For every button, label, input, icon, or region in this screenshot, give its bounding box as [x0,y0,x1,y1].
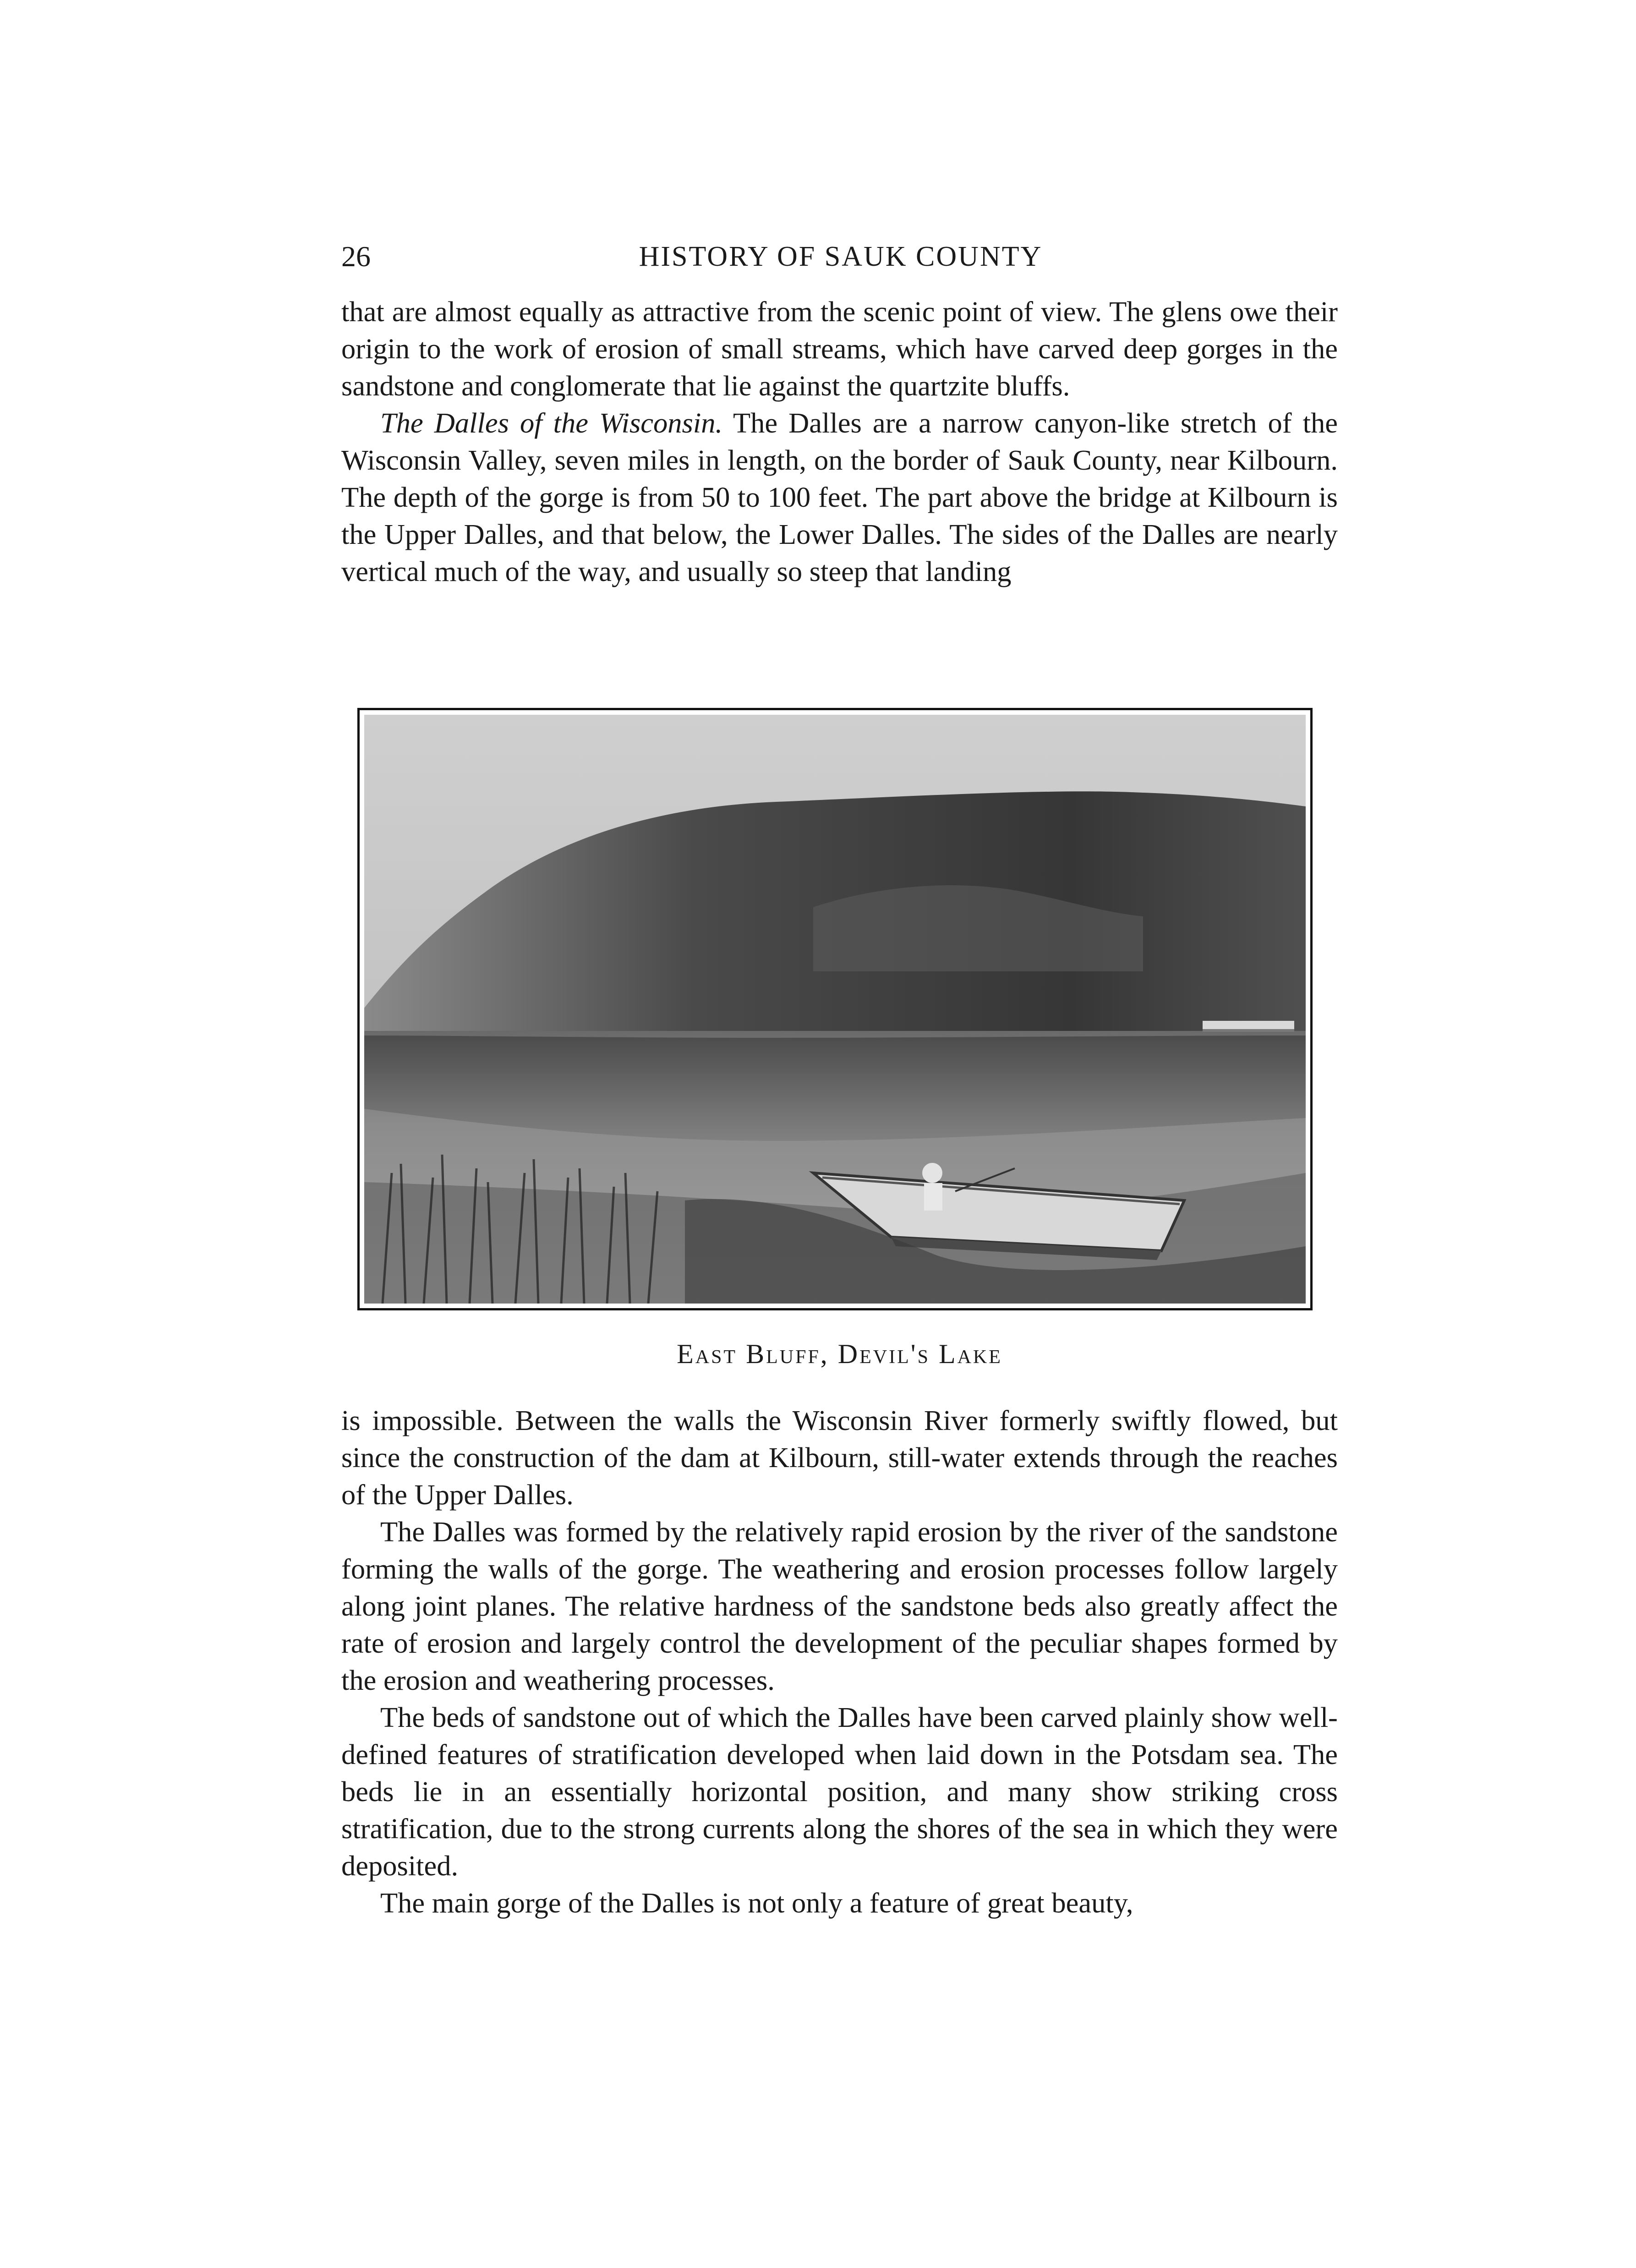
paragraph: The Dalles was formed by the relatively rapid erosion by the river of the sandstone forming the walls of the gorge. The weathering and erosion processes follow largely along joint planes. The relative hardness of the sandstone beds also greatly affect the rate of erosion and largely control the development of the peculiar shapes formed by the erosion and weathering processes. [341,1516,1338,1696]
paragraph-text: The Dalles are a narrow canyon-like stretch of the Wisconsin Valley, seven miles in length, on the border of Sauk County, near Kilbourn. The depth of the gorge is from 50 to 100 feet. The part above the bridge at Kilbourn is the Upper Dalles, and that below, the Lower Dalles. The sides of the Dalles are nearly vertical much of the way, and usually so steep that landing [341,407,1338,587]
section-heading: The Dalles of the Wisconsin. [380,407,723,439]
page-header [341,238,1340,275]
page-number: 26 [341,240,371,273]
lake-photo [364,715,1306,1304]
body-text-bottom [341,1402,1338,1922]
photo-figure [357,708,1313,1310]
paragraph: The main gorge of the Dalles is not only a feature of great beauty, [380,1887,1133,1919]
body-text-top [341,293,1338,590]
paragraph: that are almost equally as attractive from the scenic point of view. The glens owe their origin to the work of erosion of small streams, which have carved deep gorges in the sandstone and conglomerate that lie against the quartzite bluffs. [341,296,1338,402]
paragraph: The beds of sandstone out of which the Dalles have been carved plainly show well-defined features of stratification developed when laid down in the Potsdam sea. The beds lie in an essentially horizontal position, and many show striking cross stratification, due to the strong currents along the shores of the sea in which they were deposited. [341,1701,1338,1882]
paragraph: is impossible. Between the walls the Wisconsin River formerly swiftly flowed, but since the construction of the dam at Kilbourn, still-water extends through the reaches of the Upper Dalles. [341,1404,1338,1511]
paragraph [341,405,1338,590]
figure-caption: East Bluff, Devil's Lake [677,1339,1002,1369]
running-title: HISTORY OF SAUK COUNTY [639,241,1043,272]
